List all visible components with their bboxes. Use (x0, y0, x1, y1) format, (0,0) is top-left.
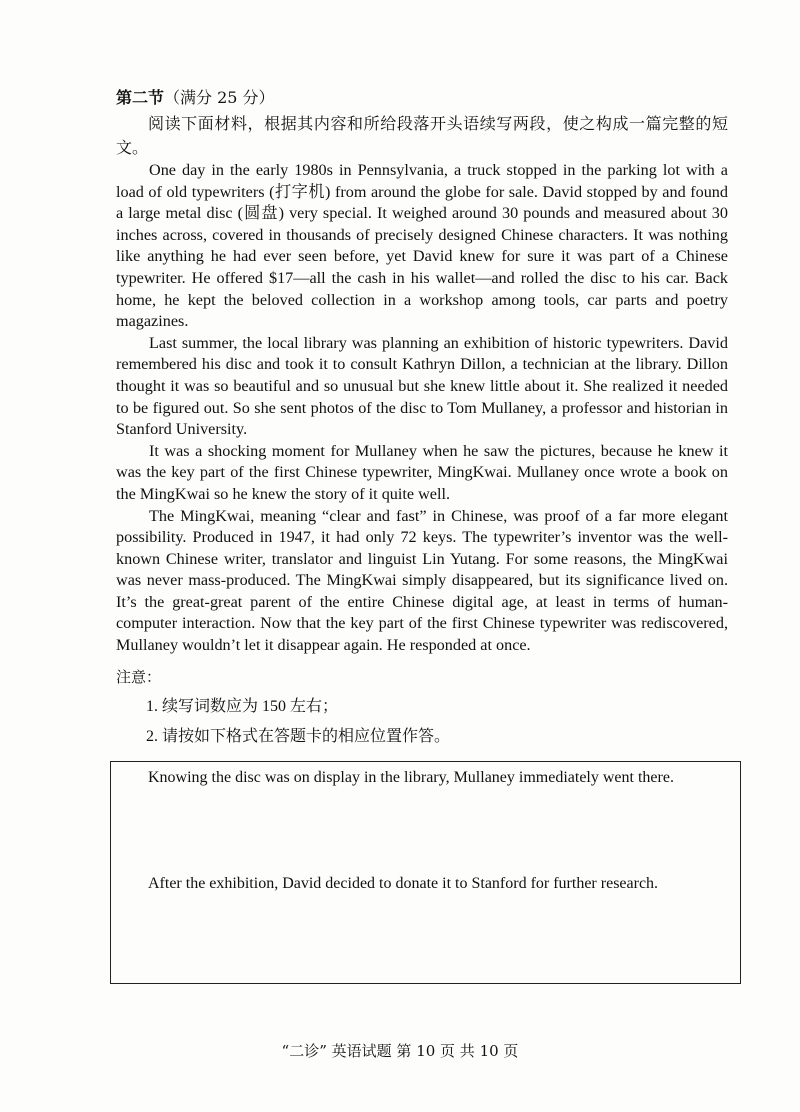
continuation-prompt-2: After the exhibition, David decided to donate it to Stanford for further research. (148, 875, 659, 892)
section-title: 第二节 (116, 88, 165, 107)
note-item-2: 2. 请按如下格式在答题卡的相应位置作答。 (146, 727, 451, 745)
passage-paragraph-4: The MingKwai, meaning “clear and fast” in Chinese, was proof of a far more elegant possibility. Produced in 1947, it had only 72 keys. The typewriter’s inventor was the well-known Chinese writer, translator and linguist Lin Yutang. For some reasons, the MingKwai was never mass-produced. The MingKwai simply disappeared, but its significance lived on. It’s the great-great parent of the entire Chinese digital age, at least in terms of human-computer interaction. Now that the key part of the first Chinese typewriter was rediscovered, Mullaney wouldn’t let it disappear again. He responded at once. (116, 506, 728, 655)
notes-title: 注意： (116, 667, 162, 686)
page-footer: “二诊” 英语试题 第 10 页 共 10 页 (281, 1042, 519, 1060)
passage-paragraph-3: It was a shocking moment for Mullaney when he saw the pictures, because he knew it was the key part of the first Chinese typewriter, MingKwai. Mullaney once wrote a book on the MingKwai so he knew the story of it quite well. (116, 441, 728, 503)
passage-paragraph-2: Last summer, the local library was planning an exhibition of historic typewriters. David remembered his disc and took it to consult Kathryn Dillon, a technician at the library. Dillon thought it was so beautiful and so unusual but she knew little about it. She realized it needed to be figured out. So she sent photos of the disc to Tom Mullaney, a professor and historian in Stanford University. (116, 333, 728, 439)
section-heading (116, 86, 728, 110)
answer-box (110, 761, 741, 984)
note-item-1: 1. 续写词数应为 150 左右； (146, 697, 339, 715)
section-instruction: 阅读下面材料，根据其内容和所给段落开头语续写两段，使之构成一篇完整的短文。 (116, 114, 728, 157)
section-score: （满分 25 分） (164, 88, 275, 107)
main-content (116, 86, 728, 749)
passage-paragraph-1: One day in the early 1980s in Pennsylvania, a truck stopped in the parking lot with a load of old typewriters (打字机) from around the globe for sale. David stopped by and found a large metal disc (圆盘) very special. It weighed around 30 pounds and measured about 30 inches across, covered in thousands of precisely designed Chinese characters. It was nothing like anything he had ever seen before, yet David knew for sure it was part of a Chinese typewriter. He offered $17—all the cash in his wallet—and rolled the disc to his car. Back home, he kept the beloved collection in a workshop among tools, car parts and poetry magazines. (116, 161, 728, 331)
continuation-prompt-1: Knowing the disc was on display in the library, Mullaney immediately went there. (148, 769, 674, 786)
